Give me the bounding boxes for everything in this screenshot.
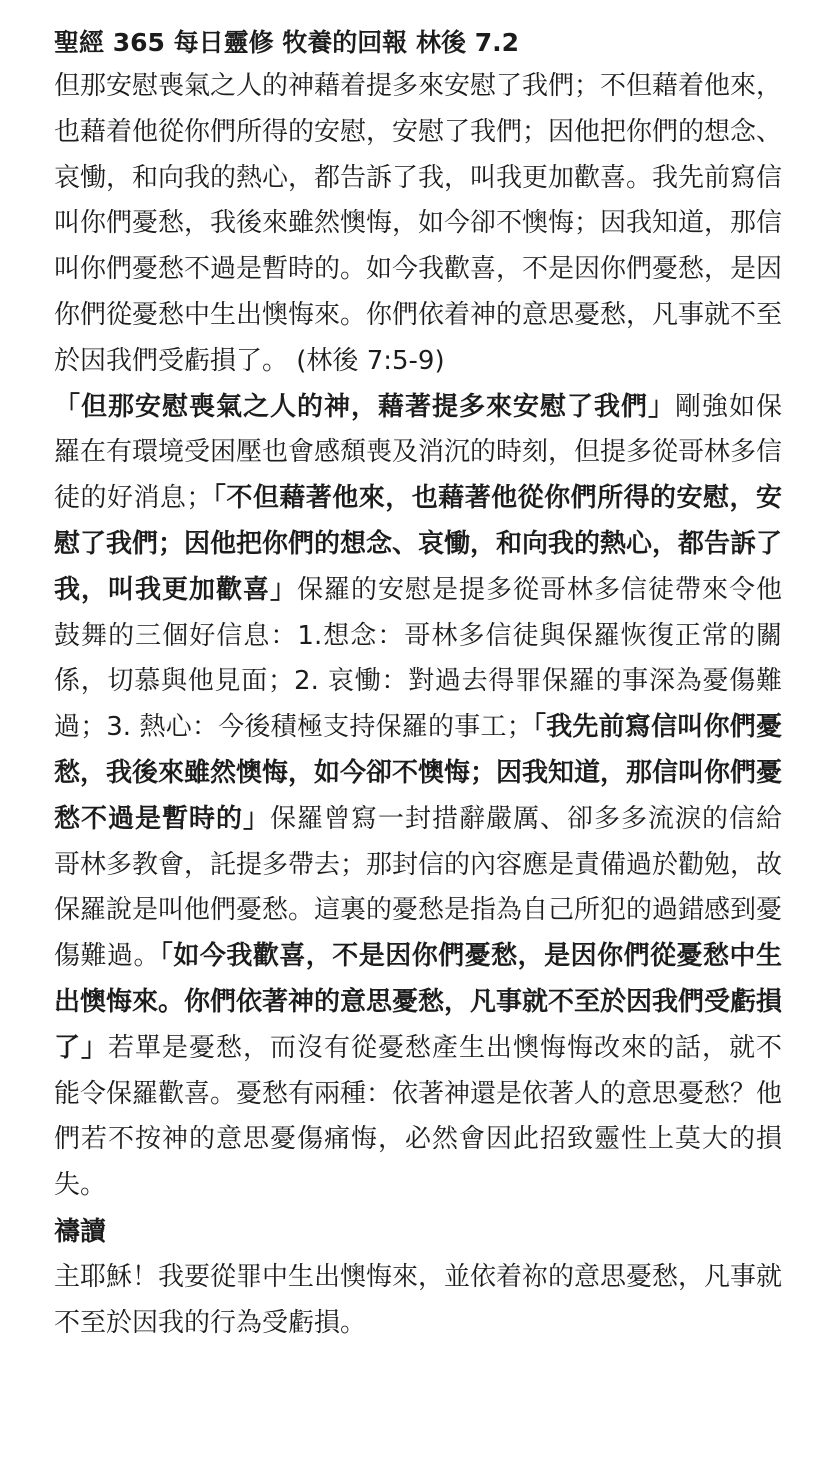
commentary-paragraph bbox=[54, 385, 782, 1209]
scripture-quote-2: 「不但藉著他來，也藉著他從你們所得的安慰，安慰了我們；因他把你們的想念、哀慟，和向我的熱心，都告訴了我，叫我更加歡喜」 bbox=[54, 483, 783, 605]
commentary-text-1: 剛強如保羅在有環境受困壓也會感頹喪及消沉的時刻，但提多從哥林多信徒的好消息； bbox=[54, 391, 783, 514]
scripture-quote-4: 「如今我歡喜，不是因你們憂愁，是因你們從憂愁中生出懊悔來。你們依著神的意思憂愁，凡事就不至於因我們受虧損了」 bbox=[54, 941, 783, 1063]
page-title: 聖經 365 每日靈修 牧養的回報 林後 7.2 bbox=[54, 28, 519, 57]
prayer-heading: 禱讀 bbox=[54, 1216, 107, 1247]
prayer-text: 主耶穌！我要從罪中生出懊悔來，並依着祢的意思憂愁，凡事就不至於因我的行為受虧損。 bbox=[54, 1261, 783, 1338]
scripture-quote-1: 「但那安慰喪氣之人的神，藉著提多來安慰了我們」 bbox=[54, 391, 675, 422]
commentary-text-3: 保羅曾寫一封措辭嚴厲、卻多多流淚的信給哥林多教會，託提多帶去；那封信的內容應是責備過於勸勉，故保羅說是叫他們憂愁。這裏的憂愁是指為自己所犯的過錯感到憂傷難過。 bbox=[54, 803, 783, 972]
scripture-passage bbox=[54, 64, 782, 385]
scripture-reference: (林後 7:5-9) bbox=[288, 345, 445, 376]
scripture-quote-3: 「我先前寫信叫你們憂愁，我後來雖然懊悔，如今卻不懊悔；因我知道，那信叫你們憂愁不過是暫時的」 bbox=[54, 712, 783, 834]
scripture-text: 但那安慰喪氣之人的神藉着提多來安慰了我們；不但藉着他來，也藉着他從你們所得的安慰，安慰了我們；因他把你們的想念、哀慟，和向我的熱心，都告訴了我，叫我更加歡喜。我先前寫信叫你們憂愁，我後來雖然懊悔，如今卻不懊悔；因我知道，那信叫你們憂愁不過是暫時的。如今我歡喜，不是因你們憂愁，是因你們從憂愁中生出懊悔來。你們依着神的意思憂愁，凡事就不至於因我們受虧損了。 bbox=[54, 71, 783, 376]
commentary-text-4: 若單是憂愁，而沒有從憂愁產生出懊悔悔改來的話，就不能令保羅歡喜。憂愁有兩種：依著神還是依著人的意思憂愁？他們若不按神的意思憂傷痛悔，必然會因此招致靈性上莫大的損失。 bbox=[54, 1032, 783, 1201]
commentary-text-2: 保羅的安慰是提多從哥林多信徒帶來令他鼓舞的三個好信息：1.想念：哥林多信徒與保羅恢復正常的關係，切慕與他見面；2. 哀慟：對過去得罪保羅的事深為憂傷難過；3. 熱心：今後積極支持保羅的事工； bbox=[54, 574, 782, 743]
